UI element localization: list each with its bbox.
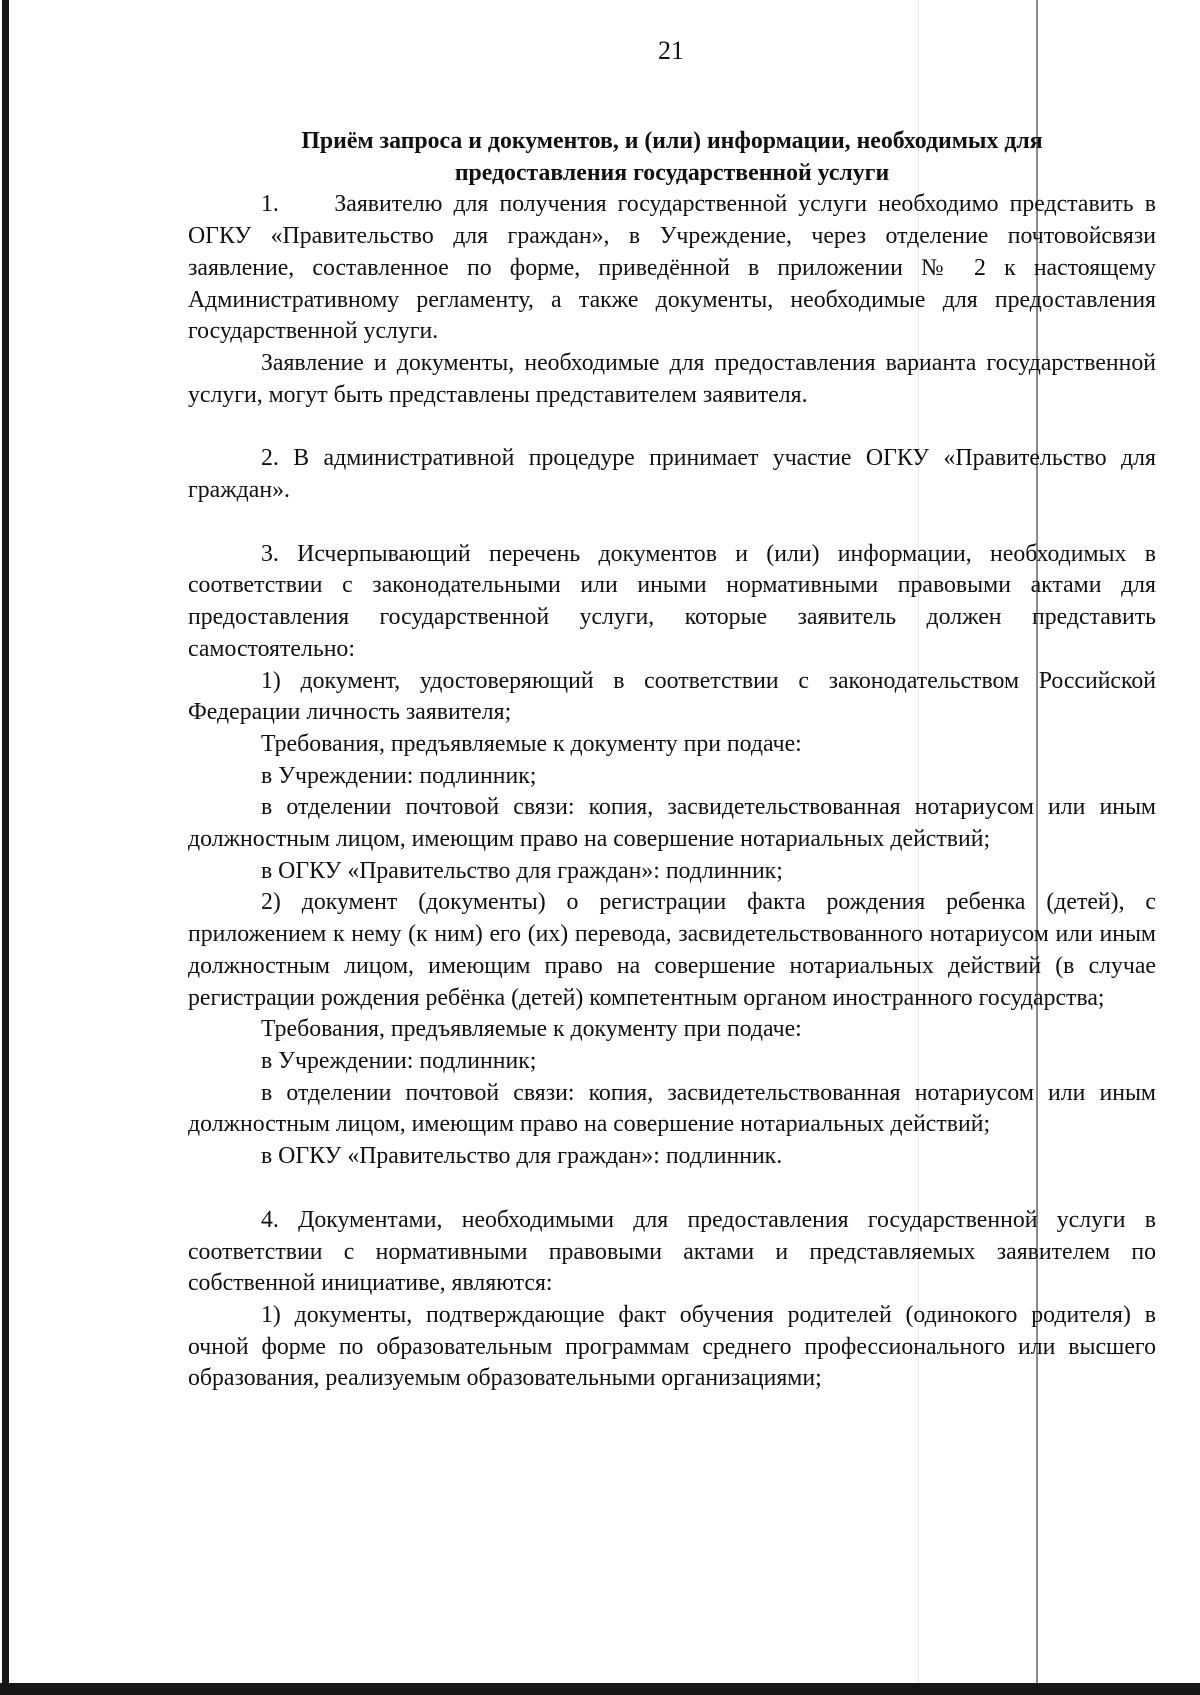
list-item-identity-document: 1) документ, удостоверяющий в соответствии с законодательством Российской Федерации личность заявителя; [188, 667, 1156, 726]
paragraph-4-own-initiative: 4. Документами, необходимыми для предоставления государственной услуги в соответствии с нормативными правовыми актами и представляемых заявителем по собственной инициативе, являются: [188, 1206, 1156, 1297]
list-item-birth-registration: 2) документ (документы) о регистрации факта рождения ребенка (детей), с приложением к нему (к ним) его (их) перевода, засвидетельствованного нотариусом или иным должностным лицом, имеющим право на совершение нотариальных действий (в случае регистрации рождения ребёнка (детей) компетентным органом иностранного государства; [188, 889, 1156, 1011]
requirement-ogku-2: в ОГКУ «Правительство для граждан»: подлинник. [261, 1143, 783, 1170]
requirement-post-office-2: в отделении почтовой связи: копия, засвидетельствованная нотариусом или иным должностным лицом, имеющим право на совершение нотариальных действий; [188, 1079, 1156, 1138]
requirements-label-2: Требования, предъявляемые к документу при подаче: [261, 1016, 802, 1043]
heading-line-1: Приём запроса и документов, и (или) информации, необходимых для [301, 128, 1043, 154]
paragraph-gap [188, 507, 1156, 539]
paragraph-2-participant: 2. В административной процедуре принимает участие ОГКУ «Правительство для граждан». [188, 445, 1156, 504]
requirements-label-1: Требования, предъявляемые к документу при подаче: [261, 730, 802, 757]
document-body [188, 126, 1156, 1395]
paragraph-representative: Заявление и документы, необходимые для предоставления варианта государственной услуги, могут быть представлены представителем заявителя. [188, 349, 1156, 408]
scan-bottom-border [0, 1683, 1200, 1695]
page-number: 21 [658, 36, 684, 65]
paragraph-1-applicant-submission: 1. Заявителю для получения государственной услуги необходимо представить в ОГКУ «Правительство для граждан», в Учреждение, через отделение почтовойсвязи заявление, составленное по форме, приведённой в приложении № 2 к настоящему Административному регламенту, а также документы, необходимые для предоставления государственной услуги. [188, 191, 1156, 345]
paragraph-3-document-list: 3. Исчерпывающий перечень документов и (или) информации, необходимых в соответствии с законодательными или иными нормативными правовыми актами для предоставления государственной услуги, которые заявитель должен представить самостоятельно: [188, 540, 1156, 662]
requirement-post-office-1: в отделении почтовой связи: копия, засвидетельствованная нотариусом или иным должностным лицом, имеющим право на совершение нотариальных действий; [188, 794, 1156, 853]
requirement-institution-2: в Учреждении: подлинник; [261, 1047, 537, 1074]
requirement-ogku-1: в ОГКУ «Правительство для граждан»: подлинник; [261, 857, 783, 884]
paragraph-gap [188, 1173, 1156, 1205]
section-heading [188, 126, 1156, 189]
paragraph-gap [188, 411, 1156, 443]
heading-line-2: предоставления государственной услуги [454, 159, 890, 186]
scan-left-border [2, 0, 9, 1692]
requirement-institution-1: в Учреждении: подлинник; [261, 762, 537, 789]
list-item-study-documents: 1) документы, подтверждающие факт обучения родителей (одинокого родителя) в очной форме по образовательным программам среднего профессионального или высшего образования, реализуемым образовательными организациями; [188, 1301, 1156, 1392]
